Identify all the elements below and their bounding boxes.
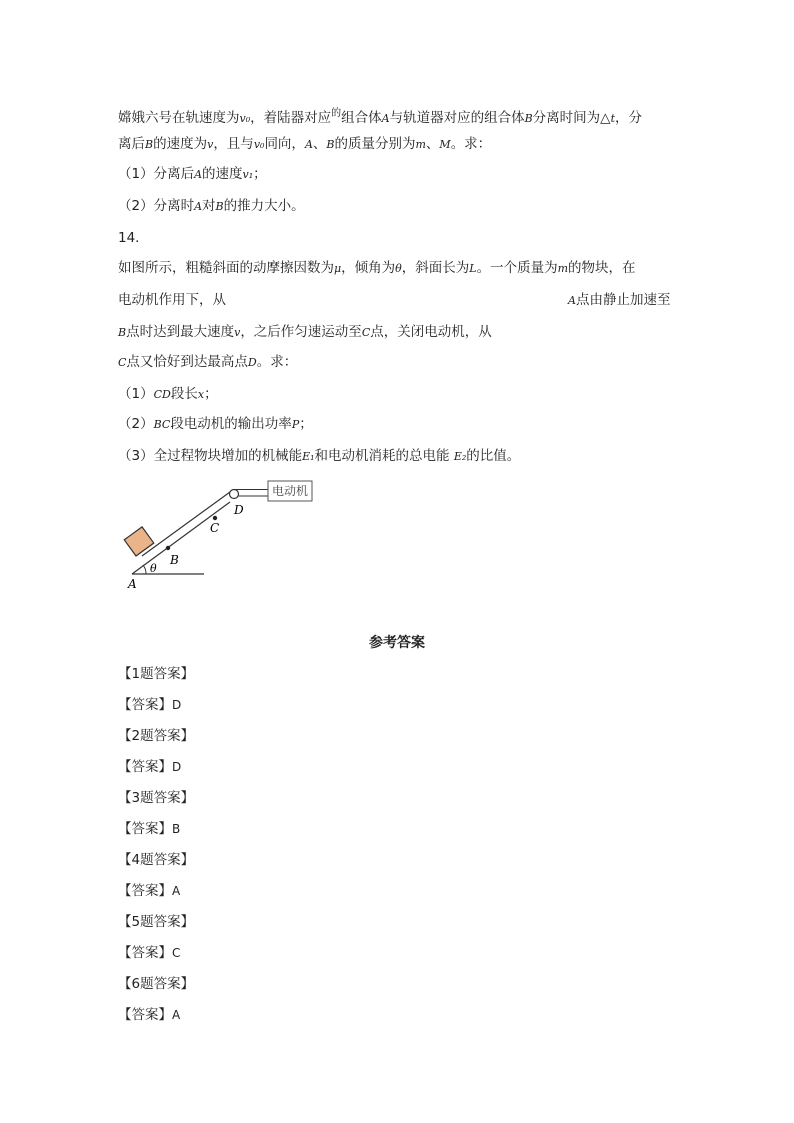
answer-value: A bbox=[172, 884, 181, 898]
q13-line-2 bbox=[118, 134, 491, 155]
pulley bbox=[230, 490, 239, 499]
theta-arc bbox=[143, 565, 146, 574]
text: 的速度 bbox=[202, 166, 243, 182]
answer-value: D bbox=[172, 760, 182, 774]
answer-line bbox=[118, 943, 180, 963]
text: ，斜面长为 bbox=[401, 260, 470, 276]
text: 的速度为 bbox=[153, 136, 208, 152]
var-E1: E₁ bbox=[302, 450, 315, 463]
text: 的比值。 bbox=[466, 448, 521, 464]
text: 段长 bbox=[170, 386, 198, 402]
answer-line bbox=[118, 695, 181, 715]
text: 、 bbox=[312, 136, 327, 152]
q13-sub-1 bbox=[118, 164, 267, 185]
text: （1）分离后 bbox=[118, 166, 195, 182]
text: 如图所示，粗糙斜面的动摩擦因数为 bbox=[118, 260, 334, 276]
var-A: A bbox=[381, 112, 390, 125]
text: （3）全过程物块增加的机械能 bbox=[118, 448, 303, 464]
var-m: m bbox=[415, 138, 426, 151]
label-theta: θ bbox=[150, 562, 157, 575]
label-C: C bbox=[210, 521, 220, 535]
q14-sub-3 bbox=[118, 446, 520, 467]
var-M: M bbox=[439, 138, 451, 151]
point-C bbox=[213, 516, 217, 520]
text: 分离时间为△ bbox=[532, 110, 611, 126]
text: 和电动机消耗的总电能 bbox=[314, 448, 454, 464]
answers-title: 参考答案 bbox=[369, 635, 425, 651]
var-C: C bbox=[361, 326, 371, 339]
q14-line-1 bbox=[118, 258, 636, 279]
q14-line-2b bbox=[568, 290, 670, 311]
text: 同向， bbox=[264, 136, 305, 152]
var-theta: θ bbox=[395, 262, 402, 275]
answer-heading: 【5题答案】 bbox=[118, 914, 195, 930]
var-A: A bbox=[194, 200, 203, 213]
answer-value: A bbox=[172, 1008, 181, 1022]
motor-label: 电动机 bbox=[271, 484, 309, 498]
text: 点由静止加速至 bbox=[575, 292, 671, 308]
var-B: B bbox=[326, 138, 335, 151]
label-D: D bbox=[234, 503, 244, 517]
text: ； bbox=[204, 386, 218, 402]
text: 。求： bbox=[450, 136, 492, 152]
var-v: v bbox=[234, 326, 241, 339]
q14-number: 14. bbox=[118, 230, 140, 246]
var-x: x bbox=[197, 388, 205, 401]
answer-prefix: 【答案】 bbox=[118, 759, 172, 775]
answer-line bbox=[118, 1005, 180, 1025]
var-v0: v₀ bbox=[239, 112, 251, 125]
text: 的物块，在 bbox=[568, 260, 636, 276]
block bbox=[124, 527, 154, 556]
var-B: B bbox=[524, 112, 533, 125]
var-B: B bbox=[118, 326, 127, 339]
text: 段电动机的输出功率 bbox=[170, 416, 292, 432]
text: 。一个质量为 bbox=[476, 260, 558, 276]
var-A: A bbox=[194, 168, 203, 181]
var-t: t bbox=[610, 112, 615, 125]
label-B: B bbox=[170, 553, 179, 567]
answer-line bbox=[118, 881, 180, 901]
q14-sub-2 bbox=[118, 414, 313, 435]
text: 与轨道器对应的组合体 bbox=[389, 110, 525, 126]
text: 的质量分别为 bbox=[334, 136, 416, 152]
var-E2: E₂ bbox=[453, 450, 467, 463]
var-L: L bbox=[469, 262, 477, 275]
answer-prefix: 【答案】 bbox=[118, 945, 172, 961]
label-A: A bbox=[128, 577, 137, 591]
answer-line bbox=[118, 757, 181, 777]
var-A: A bbox=[304, 138, 313, 151]
var-BC: BC bbox=[153, 418, 171, 431]
answer-prefix: 【答案】 bbox=[118, 1007, 172, 1023]
answer-value: B bbox=[172, 822, 181, 836]
text: 嫦娥六号在轨速度为 bbox=[118, 110, 240, 126]
answer-value: D bbox=[172, 698, 182, 712]
text: 。求： bbox=[256, 354, 298, 370]
text: ； bbox=[299, 416, 313, 432]
text: 点时达到最大速度 bbox=[126, 324, 235, 340]
text: （2） bbox=[118, 416, 154, 432]
var-CD: CD bbox=[153, 388, 171, 401]
text: 对 bbox=[202, 198, 216, 214]
text: ，之后作匀速运动至 bbox=[240, 324, 362, 340]
q13-sub-2 bbox=[118, 196, 305, 217]
text: （2）分离时 bbox=[118, 198, 195, 214]
answer-prefix: 【答案】 bbox=[118, 883, 172, 899]
text: 、 bbox=[425, 136, 440, 152]
text: 离后 bbox=[118, 136, 145, 152]
var-C: C bbox=[118, 356, 127, 369]
answer-heading: 【1题答案】 bbox=[118, 666, 195, 682]
var-A: A bbox=[568, 294, 576, 307]
var-m: m bbox=[557, 262, 569, 275]
q14-line-4 bbox=[118, 352, 297, 373]
text: 点，关闭电动机，从 bbox=[370, 324, 492, 340]
text: ，倾角为 bbox=[341, 260, 396, 276]
text: ，且与 bbox=[213, 136, 254, 152]
var-v: v bbox=[207, 138, 214, 151]
text: 的 bbox=[331, 108, 342, 119]
answer-prefix: 【答案】 bbox=[118, 697, 172, 713]
text: ，分 bbox=[614, 110, 642, 126]
answer-prefix: 【答案】 bbox=[118, 821, 172, 837]
point-B bbox=[166, 546, 170, 550]
incline-figure bbox=[112, 476, 322, 594]
text: ，着陆器对应 bbox=[250, 110, 332, 126]
answer-value: C bbox=[172, 946, 181, 960]
q14-sub-1 bbox=[118, 384, 218, 405]
var-B: B bbox=[145, 138, 154, 151]
answer-heading: 【4题答案】 bbox=[118, 852, 195, 868]
q14-line-3 bbox=[118, 322, 492, 343]
var-D: D bbox=[247, 356, 257, 369]
answer-heading: 【2题答案】 bbox=[118, 728, 195, 744]
text: 点又恰好到达最高点 bbox=[126, 354, 248, 370]
var-mu: μ bbox=[334, 262, 342, 275]
answer-heading: 【6题答案】 bbox=[118, 976, 195, 992]
q14-line-2a: 电动机作用下，从 bbox=[118, 292, 226, 308]
text: 组合体 bbox=[341, 110, 382, 126]
var-v1: v₁ bbox=[242, 168, 254, 181]
q13-line-1 bbox=[118, 104, 642, 129]
text: （1） bbox=[118, 386, 154, 402]
var-v0: v₀ bbox=[253, 138, 265, 151]
answer-line bbox=[118, 819, 180, 839]
var-B: B bbox=[215, 200, 224, 213]
var-P: P bbox=[291, 418, 300, 431]
text: ； bbox=[253, 166, 267, 182]
answer-heading: 【3题答案】 bbox=[118, 790, 195, 806]
text: 的推力大小。 bbox=[223, 198, 305, 214]
